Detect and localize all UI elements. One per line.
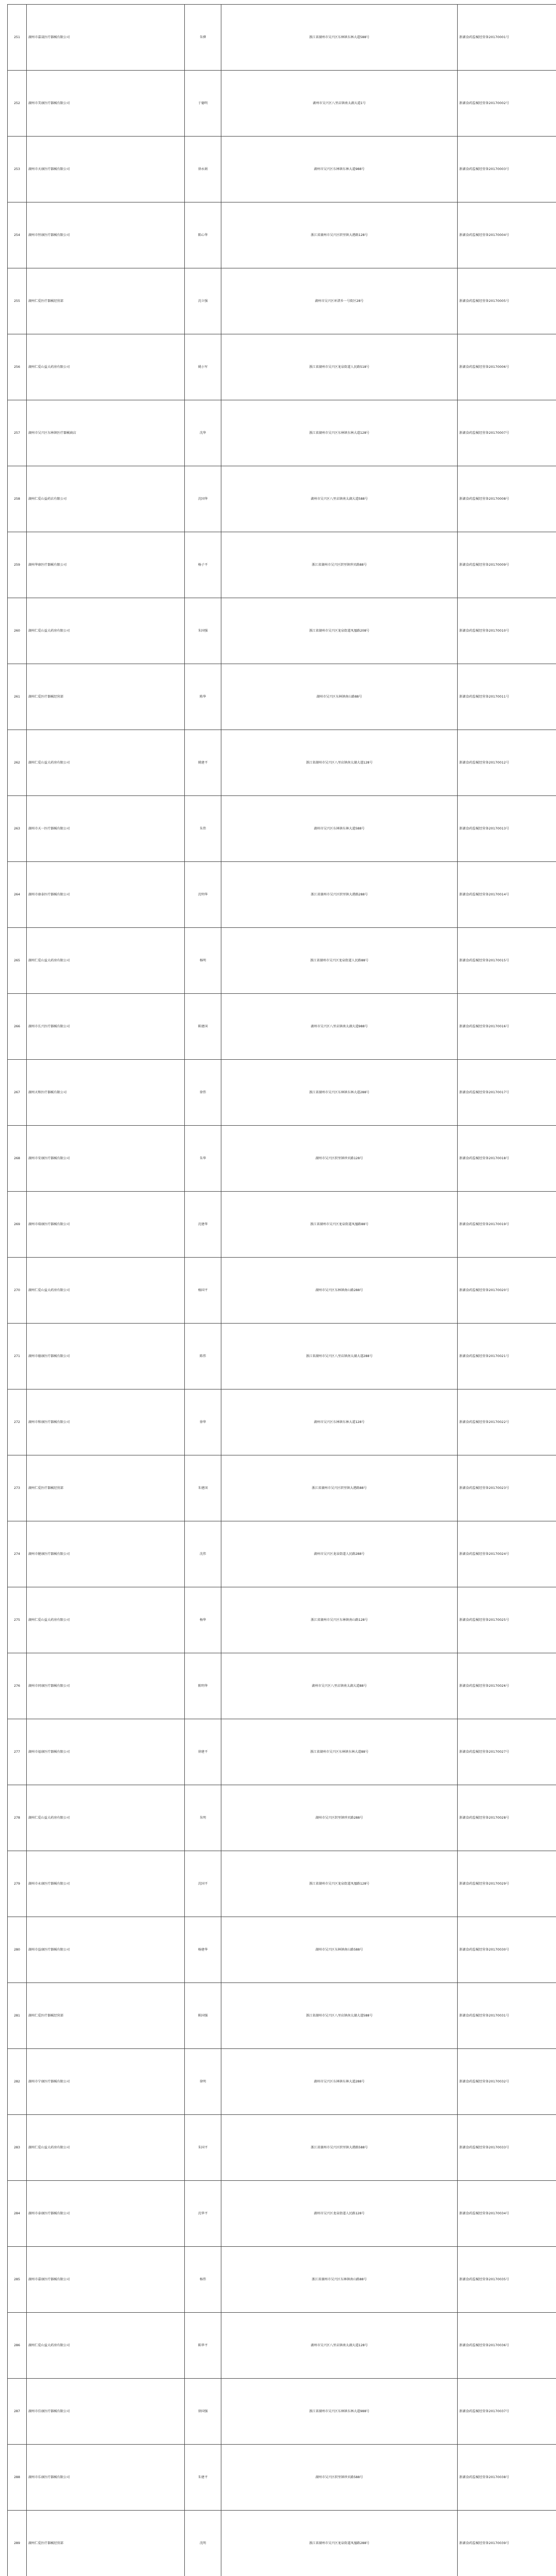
table-row (8, 400, 556, 466)
company-name: 湖州市德康医疗器械有限公司 (27, 1324, 185, 1389)
table-row (8, 1126, 556, 1192)
business-address: 浙江省湖州市吴兴区东林镇东林大道988号 (221, 2379, 458, 2445)
license-number: 浙湖食药监械经营备20170010号 (458, 598, 556, 664)
legal-person: 杨子平 (185, 532, 221, 598)
license-number: 浙湖食药监械经营备20170027号 (458, 1719, 556, 1785)
business-address: 浙江省湖州市吴兴区龙泉街道凤凰路288号 (221, 2511, 458, 2576)
row-number: 252 (8, 71, 27, 137)
row-number: 270 (8, 1258, 27, 1324)
company-name: 湖州仁爱山益大药房有限公司 (27, 2115, 185, 2181)
legal-person: 沈伟 (185, 1521, 221, 1587)
legal-person: 徐永娟 (185, 137, 221, 202)
business-address: 浙江省湖州市吴兴区八里店镇南太湖大道288号 (221, 1324, 458, 1389)
table-row (8, 862, 556, 928)
table-row (8, 137, 556, 202)
license-number: 浙湖食药监械经营备20170003号 (458, 137, 556, 202)
legal-person: 陈明华 (185, 1653, 221, 1719)
table-row (8, 2379, 556, 2445)
license-number: 浙湖食药监械经营备20170006号 (458, 334, 556, 400)
table-row (8, 1192, 556, 1258)
legal-person: 沈国华 (185, 466, 221, 532)
company-name: 湖州市同康医疗器械有限公司 (27, 1653, 185, 1719)
row-number: 259 (8, 532, 27, 598)
legal-person: 沈建华 (185, 1192, 221, 1258)
business-address: 湖州市吴兴区织里镇珍贝路288号 (221, 1785, 458, 1851)
license-number: 浙湖食药监械经营备20170024号 (458, 1521, 556, 1587)
business-address: 湖州市吴兴区八里店镇南太湖大道988号 (221, 994, 458, 1060)
business-address: 湖州市吴兴区环渚乡一号街区28号 (221, 268, 458, 334)
license-number: 浙湖食药监械经营备20170001号 (458, 5, 556, 71)
company-name: 湖州市健康医疗器械有限公司 (27, 1521, 185, 1587)
company-name: 湖州天和医疗器械有限公司 (27, 1060, 185, 1126)
legal-person: 沈国平 (185, 1851, 221, 1917)
table-row (8, 1983, 556, 2049)
legal-person: 徐明 (185, 2049, 221, 2115)
table-row (8, 796, 556, 862)
license-number: 浙湖食药监械经营备20170005号 (458, 268, 556, 334)
company-name: 湖州市泰康医疗器械有限公司 (27, 2181, 185, 2247)
business-address: 湖州市吴兴区东林镇南山路588号 (221, 1917, 458, 1983)
table-row (8, 532, 556, 598)
business-address: 湖州市吴兴区织里镇珍贝路588号 (221, 2445, 458, 2511)
business-address: 浙江省湖州市吴兴区东林镇南山路88号 (221, 2247, 458, 2313)
license-number: 浙湖食药监械经营备20170012号 (458, 730, 556, 796)
license-number: 浙湖食药监械经营备20170008号 (458, 466, 556, 532)
table-row (8, 2181, 556, 2247)
table-row (8, 1785, 556, 1851)
business-address: 湖州市吴兴区八里店镇南太湖大道88号 (221, 1653, 458, 1719)
row-number: 284 (8, 2181, 27, 2247)
company-name: 湖州华康医疗器械有限公司 (27, 532, 185, 598)
legal-person: 沈立强 (185, 268, 221, 334)
company-name: 湖州市嘉康医疗器械有限公司 (27, 2247, 185, 2313)
table-row (8, 2445, 556, 2511)
table-row (8, 71, 556, 137)
company-name: 湖州市宁康医疗器械有限公司 (27, 2049, 185, 2115)
table-row (8, 1258, 556, 1324)
company-name: 湖州市和康医疗器械有限公司 (27, 1389, 185, 1455)
table-row (8, 2049, 556, 2115)
company-name: 湖州市益康医疗器械有限公司 (27, 1917, 185, 1983)
business-address: 浙江省湖州市吴兴区东林镇东林大道288号 (221, 1060, 458, 1126)
license-number: 浙湖食药监械经营备20170028号 (458, 1785, 556, 1851)
row-number: 269 (8, 1192, 27, 1258)
license-number: 浙湖食药监械经营备20170033号 (458, 2115, 556, 2181)
license-number: 浙湖食药监械经营备20170021号 (458, 1324, 556, 1389)
row-number: 267 (8, 1060, 27, 1126)
business-address: 湖州市吴兴区龙泉街道人民路288号 (221, 1521, 458, 1587)
table-row (8, 664, 556, 730)
row-number: 253 (8, 137, 27, 202)
legal-person: 姚小军 (185, 334, 221, 400)
row-number: 283 (8, 2115, 27, 2181)
license-number: 浙湖食药监械经营备20170018号 (458, 1126, 556, 1192)
license-number: 浙湖食药监械经营备20170011号 (458, 664, 556, 730)
row-number: 273 (8, 1455, 27, 1521)
legal-person: 朱建平 (185, 2445, 221, 2511)
legal-person: 于德明 (185, 71, 221, 137)
company-name: 湖州市康泰医疗器械有限公司 (27, 862, 185, 928)
table-row (8, 1324, 556, 1389)
business-address: 湖州市吴兴区八里店镇南太湖大道1号 (221, 71, 458, 137)
table-row (8, 2115, 556, 2181)
license-number: 浙湖食药监械经营备20170038号 (458, 2445, 556, 2511)
company-name: 湖州市吴兴区东林镇医疗器械商店 (27, 400, 185, 466)
legal-person: 朱国强 (185, 598, 221, 664)
license-number: 浙湖食药监械经营备20170032号 (458, 2049, 556, 2115)
business-address: 浙江省湖州市吴兴区东林镇东林大道88号 (221, 1719, 458, 1785)
row-number: 260 (8, 598, 27, 664)
table-row (8, 598, 556, 664)
company-name: 湖州市乐康医疗器械有限公司 (27, 2445, 185, 2511)
company-name: 湖州仁爱医疗器械经营部 (27, 1983, 185, 2049)
company-name: 湖州市恒康医疗器械有限公司 (27, 202, 185, 268)
business-address: 湖州市吴兴区东林镇东林大道128号 (221, 1389, 458, 1455)
license-number: 浙湖食药监械经营备20170037号 (458, 2379, 556, 2445)
company-name: 湖州仁爱医疗器械经营部 (27, 2511, 185, 2576)
license-number: 浙湖食药监械经营备20170029号 (458, 1851, 556, 1917)
row-number: 271 (8, 1324, 27, 1389)
business-address: 湖州市吴兴区东林镇东林大道988号 (221, 137, 458, 202)
row-number: 256 (8, 334, 27, 400)
license-number: 浙湖食药监械经营备20170023号 (458, 1455, 556, 1521)
license-number: 浙湖食药监械经营备20170016号 (458, 994, 556, 1060)
legal-person: 朱明 (185, 1785, 221, 1851)
company-name: 湖州仁爱山益大药房有限公司 (27, 1587, 185, 1653)
row-number: 265 (8, 928, 27, 994)
company-name: 湖州仁爱山益大药房有限公司 (27, 1258, 185, 1324)
license-number: 浙湖食药监械经营备20170009号 (458, 532, 556, 598)
business-address: 湖州市吴兴区龙泉街道人民路128号 (221, 2181, 458, 2247)
company-name: 湖州仁爱山益大药房有限公司 (27, 598, 185, 664)
row-number: 262 (8, 730, 27, 796)
table-row (8, 2313, 556, 2379)
company-name: 湖州仁爱医疗器械经营部 (27, 268, 185, 334)
company-name: 湖州仁爱医疗器械经营部 (27, 664, 185, 730)
legal-person: 朱伟 (185, 796, 221, 862)
legal-person: 徐建平 (185, 1719, 221, 1785)
row-number: 251 (8, 5, 27, 71)
license-number: 浙湖食药监械经营备20170019号 (458, 1192, 556, 1258)
legal-person: 沈华平 (185, 2181, 221, 2247)
row-number: 281 (8, 1983, 27, 2049)
legal-person: 朱建国 (185, 1455, 221, 1521)
business-address: 浙江省湖州市吴兴区八里店镇南太湖大道128号 (221, 730, 458, 796)
company-name: 湖州仁爱山益大药房有限公司 (27, 334, 185, 400)
row-number: 266 (8, 994, 27, 1060)
license-table (7, 4, 556, 2576)
company-name: 湖州仁爱山益大药房有限公司 (27, 928, 185, 994)
legal-person: 杨国平 (185, 1258, 221, 1324)
business-address: 湖州市吴兴区织里镇珍贝路128号 (221, 1126, 458, 1192)
company-name: 湖州仁爱山益药店有限公司 (27, 466, 185, 532)
row-number: 275 (8, 1587, 27, 1653)
table-row (8, 1389, 556, 1455)
row-number: 280 (8, 1917, 27, 1983)
license-number: 浙湖食药监械经营备20170013号 (458, 796, 556, 862)
table-row (8, 268, 556, 334)
row-number: 287 (8, 2379, 27, 2445)
legal-person: 徐伟 (185, 1060, 221, 1126)
license-number: 浙湖食药监械经营备20170017号 (458, 1060, 556, 1126)
table-row (8, 1917, 556, 1983)
license-number: 浙湖食药监械经营备20170025号 (458, 1587, 556, 1653)
legal-person: 徐国强 (185, 2379, 221, 2445)
table-row (8, 730, 556, 796)
row-number: 264 (8, 862, 27, 928)
row-number: 257 (8, 400, 27, 466)
license-number: 浙湖食药监械经营备20170020号 (458, 1258, 556, 1324)
legal-person: 沈明华 (185, 862, 221, 928)
legal-person: 陈华平 (185, 2313, 221, 2379)
table-row (8, 1653, 556, 1719)
row-number: 276 (8, 1653, 27, 1719)
legal-person: 杨伟 (185, 2247, 221, 2313)
table-row (8, 2511, 556, 2576)
company-name: 湖州市天康医疗器械有限公司 (27, 137, 185, 202)
legal-person: 沈华 (185, 400, 221, 466)
business-address: 湖州市吴兴区东林镇东林大道288号 (221, 2049, 458, 2115)
row-number: 254 (8, 202, 27, 268)
legal-person: 杨华 (185, 1587, 221, 1653)
license-number: 浙湖食药监械经营备20170004号 (458, 202, 556, 268)
table-row (8, 1719, 556, 1785)
row-number: 286 (8, 2313, 27, 2379)
table-row (8, 1587, 556, 1653)
company-name: 湖州市永康医疗器械有限公司 (27, 1851, 185, 1917)
company-name: 湖州市安康医疗器械有限公司 (27, 1126, 185, 1192)
company-name: 湖州市天一医疗器械有限公司 (27, 796, 185, 862)
license-number: 浙湖食药监械经营备20170035号 (458, 2247, 556, 2313)
license-number: 浙湖食药监械经营备20170002号 (458, 71, 556, 137)
legal-person: 朱国平 (185, 2115, 221, 2181)
business-address: 浙江省湖州市吴兴区龙泉街道人民路518号 (221, 334, 458, 400)
license-number: 浙湖食药监械经营备20170015号 (458, 928, 556, 994)
legal-person: 朱华 (185, 1126, 221, 1192)
legal-person: 杨建华 (185, 1917, 221, 1983)
business-address: 浙江省湖州市吴兴区东林镇东林大道128号 (221, 400, 458, 466)
legal-person: 陈国强 (185, 1983, 221, 2049)
legal-person: 姚建平 (185, 730, 221, 796)
business-address: 湖州市吴兴区东林镇东林大道588号 (221, 796, 458, 862)
business-address: 浙江省湖州市吴兴区东林镇东林大道588号 (221, 5, 458, 71)
business-address: 浙江省湖州市吴兴区东林镇南山路128号 (221, 1587, 458, 1653)
license-number: 浙湖食药监械经营备20170031号 (458, 1983, 556, 2049)
row-number: 272 (8, 1389, 27, 1455)
license-number: 浙湖食药监械经营备20170034号 (458, 2181, 556, 2247)
business-address: 湖州市吴兴区八里店镇南太湖大道128号 (221, 2313, 458, 2379)
table-row (8, 1851, 556, 1917)
legal-person: 朱骅 (185, 5, 221, 71)
business-address: 浙江省湖州市吴兴区织里镇珍贝路88号 (221, 532, 458, 598)
company-name: 湖州仁爱山益大药房有限公司 (27, 730, 185, 796)
company-name: 湖州仁爱山益大药房有限公司 (27, 1785, 185, 1851)
license-number: 浙湖食药监械经营备20170036号 (458, 2313, 556, 2379)
company-name: 湖州市美康医疗器械有限公司 (27, 71, 185, 137)
table-row (8, 2247, 556, 2313)
table-row (8, 1060, 556, 1126)
table-row (8, 994, 556, 1060)
row-number: 285 (8, 2247, 27, 2313)
business-address: 浙江省湖州市吴兴区龙泉街道凤凰路88号 (221, 1192, 458, 1258)
business-address: 湖州市吴兴区东林镇南山路288号 (221, 1258, 458, 1324)
business-address: 浙江省湖州市吴兴区织里镇大港路288号 (221, 862, 458, 928)
table-row (8, 202, 556, 268)
row-number: 255 (8, 268, 27, 334)
business-address: 浙江省湖州市吴兴区织里镇大港路88号 (221, 1455, 458, 1521)
row-number: 274 (8, 1521, 27, 1587)
business-address: 浙江省湖州市吴兴区龙泉街道凤凰路128号 (221, 1851, 458, 1917)
company-name: 湖州仁爱山益大药房有限公司 (27, 2313, 185, 2379)
company-name: 湖州市嘉晟医疗器械有限公司 (27, 5, 185, 71)
legal-person: 陈心华 (185, 202, 221, 268)
company-name: 湖州市长兴医疗器械有限公司 (27, 994, 185, 1060)
legal-person: 陈伟 (185, 1324, 221, 1389)
legal-person: 陈建国 (185, 994, 221, 1060)
license-number: 浙湖食药监械经营备20170022号 (458, 1389, 556, 1455)
legal-person: 沈明 (185, 2511, 221, 2576)
table-row (8, 334, 556, 400)
row-number: 282 (8, 2049, 27, 2115)
row-number: 289 (8, 2511, 27, 2576)
row-number: 268 (8, 1126, 27, 1192)
table-row (8, 1521, 556, 1587)
company-name: 湖州仁爱医疗器械经营部 (27, 1455, 185, 1521)
table-row (8, 466, 556, 532)
table-body (8, 5, 556, 2576)
business-address: 湖州市吴兴区八里店镇南太湖大道588号 (221, 466, 458, 532)
legal-person: 徐华 (185, 1389, 221, 1455)
row-number: 258 (8, 466, 27, 532)
company-name: 湖州市佳康医疗器械有限公司 (27, 2379, 185, 2445)
business-address: 浙江省湖州市吴兴区龙泉街道凤凰路208号 (221, 598, 458, 664)
company-name: 湖州市福康医疗器械有限公司 (27, 1719, 185, 1785)
table-row (8, 5, 556, 71)
business-address: 浙江省湖州市吴兴区织里镇大港路128号 (221, 202, 458, 268)
legal-person: 陈华 (185, 664, 221, 730)
table-row (8, 928, 556, 994)
license-number: 浙湖食药监械经营备20170014号 (458, 862, 556, 928)
license-number: 浙湖食药监械经营备20170007号 (458, 400, 556, 466)
license-number: 浙湖食药监械经营备20170039号 (458, 2511, 556, 2576)
row-number: 278 (8, 1785, 27, 1851)
business-address: 湖州市吴兴区东林镇南山路88号 (221, 664, 458, 730)
business-address: 浙江省湖州市吴兴区织里镇大港路588号 (221, 2115, 458, 2181)
business-address: 浙江省湖州市吴兴区八里店镇南太湖大道588号 (221, 1983, 458, 2049)
table-row (8, 1455, 556, 1521)
company-name: 湖州市瑞康医疗器械有限公司 (27, 1192, 185, 1258)
row-number: 263 (8, 796, 27, 862)
row-number: 261 (8, 664, 27, 730)
business-address: 浙江省湖州市吴兴区龙泉街道人民路88号 (221, 928, 458, 994)
row-number: 279 (8, 1851, 27, 1917)
row-number: 288 (8, 2445, 27, 2511)
row-number: 277 (8, 1719, 27, 1785)
license-number: 浙湖食药监械经营备20170030号 (458, 1917, 556, 1983)
legal-person: 杨明 (185, 928, 221, 994)
license-number: 浙湖食药监械经营备20170026号 (458, 1653, 556, 1719)
